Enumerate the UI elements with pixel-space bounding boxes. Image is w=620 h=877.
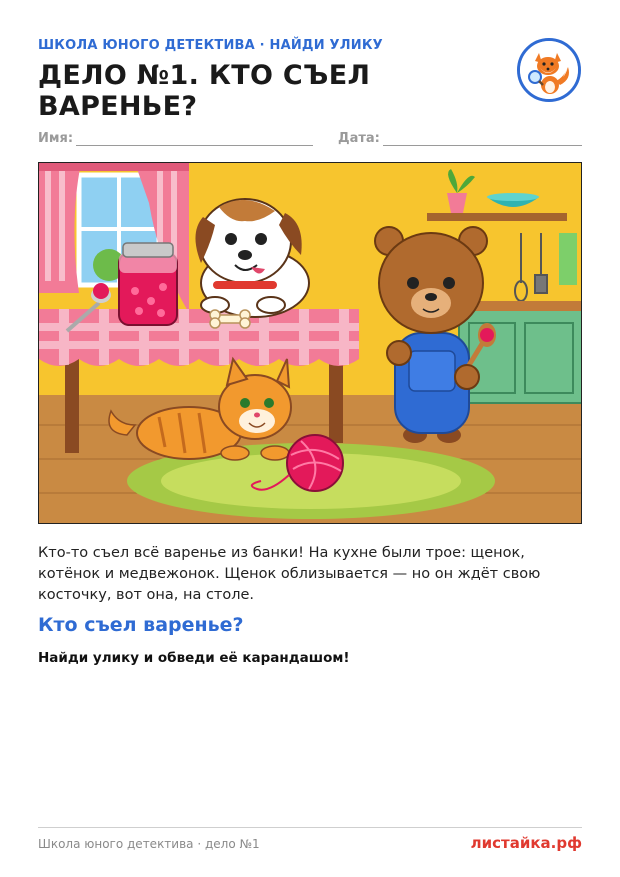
- story-text: Кто-то съел всё варенье из банки! На кухне были трое: щенок, котёнок и медвежонок. Щенок облизывается — но он ждёт свою косточку, вот она, на столе.: [38, 545, 541, 603]
- series-kicker: ШКОЛА ЮНОГО ДЕТЕКТИВА · НАЙДИ УЛИКУ: [38, 38, 383, 53]
- fox-icon: [520, 41, 578, 99]
- footer-divider: [38, 827, 582, 828]
- footer-brand-link[interactable]: листайка.рф: [470, 834, 582, 852]
- question-heading: Кто съел варенье?: [38, 614, 244, 636]
- footer-series: Школа юного детектива · дело №1: [38, 837, 260, 851]
- date-field[interactable]: [383, 145, 582, 146]
- kitchen-illustration: [38, 162, 582, 524]
- page-title: ДЕЛО №1. КТО СЪЕЛ ВАРЕНЬЕ?: [38, 60, 371, 122]
- task-instruction: Найди улику и обведи её карандашом!: [38, 650, 350, 666]
- towel: [559, 233, 577, 285]
- jam-jar: [119, 243, 177, 325]
- name-label: Имя:: [38, 131, 74, 146]
- name-field[interactable]: [76, 145, 313, 146]
- date-label: Дата:: [338, 131, 380, 146]
- fox-detective-logo: [517, 38, 581, 102]
